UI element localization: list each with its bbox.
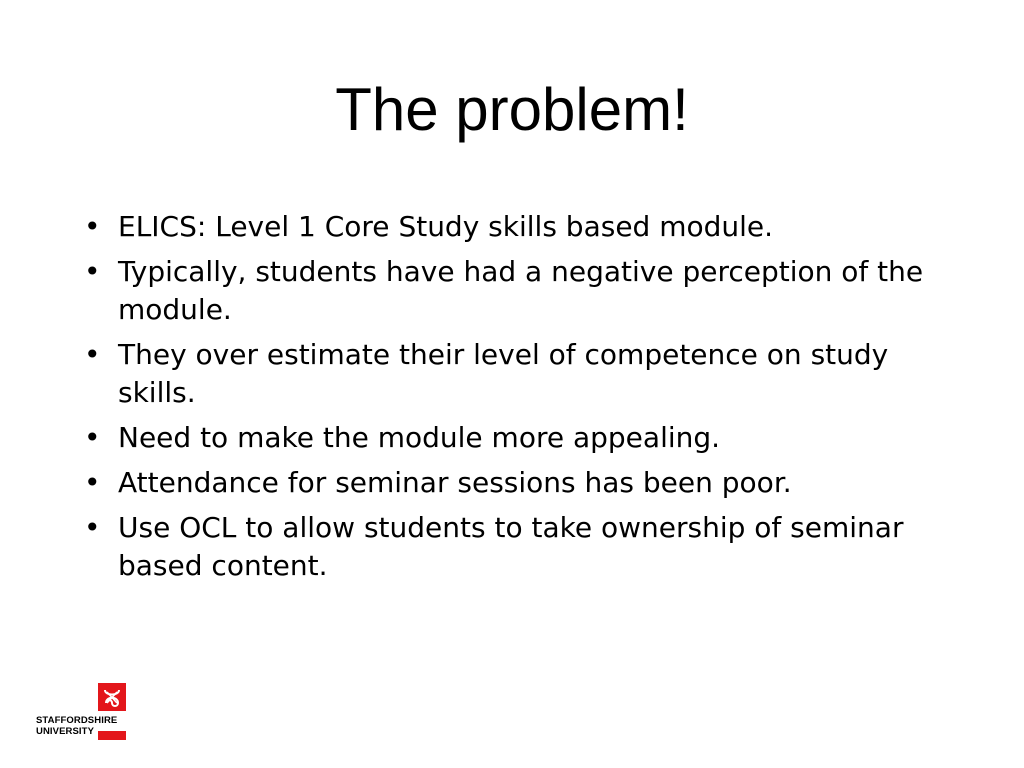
- bullet-icon: •: [84, 255, 101, 288]
- bullet-text: Typically, students have had a negative perception of the module.: [118, 255, 924, 326]
- bullet-item: [80, 336, 940, 412]
- bullet-item: [80, 464, 940, 502]
- bullet-item: [80, 419, 940, 457]
- bullet-list: [80, 208, 940, 592]
- bullet-text: Use OCL to allow students to take ownership of seminar based content.: [118, 511, 904, 582]
- bullet-text: They over estimate their level of competence on study skills.: [118, 338, 889, 409]
- bullet-text: Need to make the module more appealing.: [118, 421, 721, 454]
- bullet-icon: •: [84, 421, 101, 454]
- university-logo: [36, 683, 132, 741]
- bullet-item: [80, 208, 940, 246]
- bullet-item: [80, 509, 940, 585]
- bullet-text: ELICS: Level 1 Core Study skills based module.: [118, 210, 774, 243]
- logo-line-1: STAFFORDSHIRE: [36, 715, 118, 726]
- bullet-item: [80, 253, 940, 329]
- staffordshire-knot-icon: [98, 683, 126, 711]
- logo-accent-bar: [98, 731, 126, 740]
- bullet-text: Attendance for seminar sessions has been poor.: [118, 466, 792, 499]
- bullet-icon: •: [84, 210, 101, 243]
- logo-line-2: UNIVERSITY: [36, 726, 95, 737]
- slide-title: The problem!: [335, 76, 689, 143]
- bullet-icon: •: [84, 338, 101, 371]
- bullet-icon: •: [84, 466, 101, 499]
- bullet-icon: •: [84, 511, 101, 544]
